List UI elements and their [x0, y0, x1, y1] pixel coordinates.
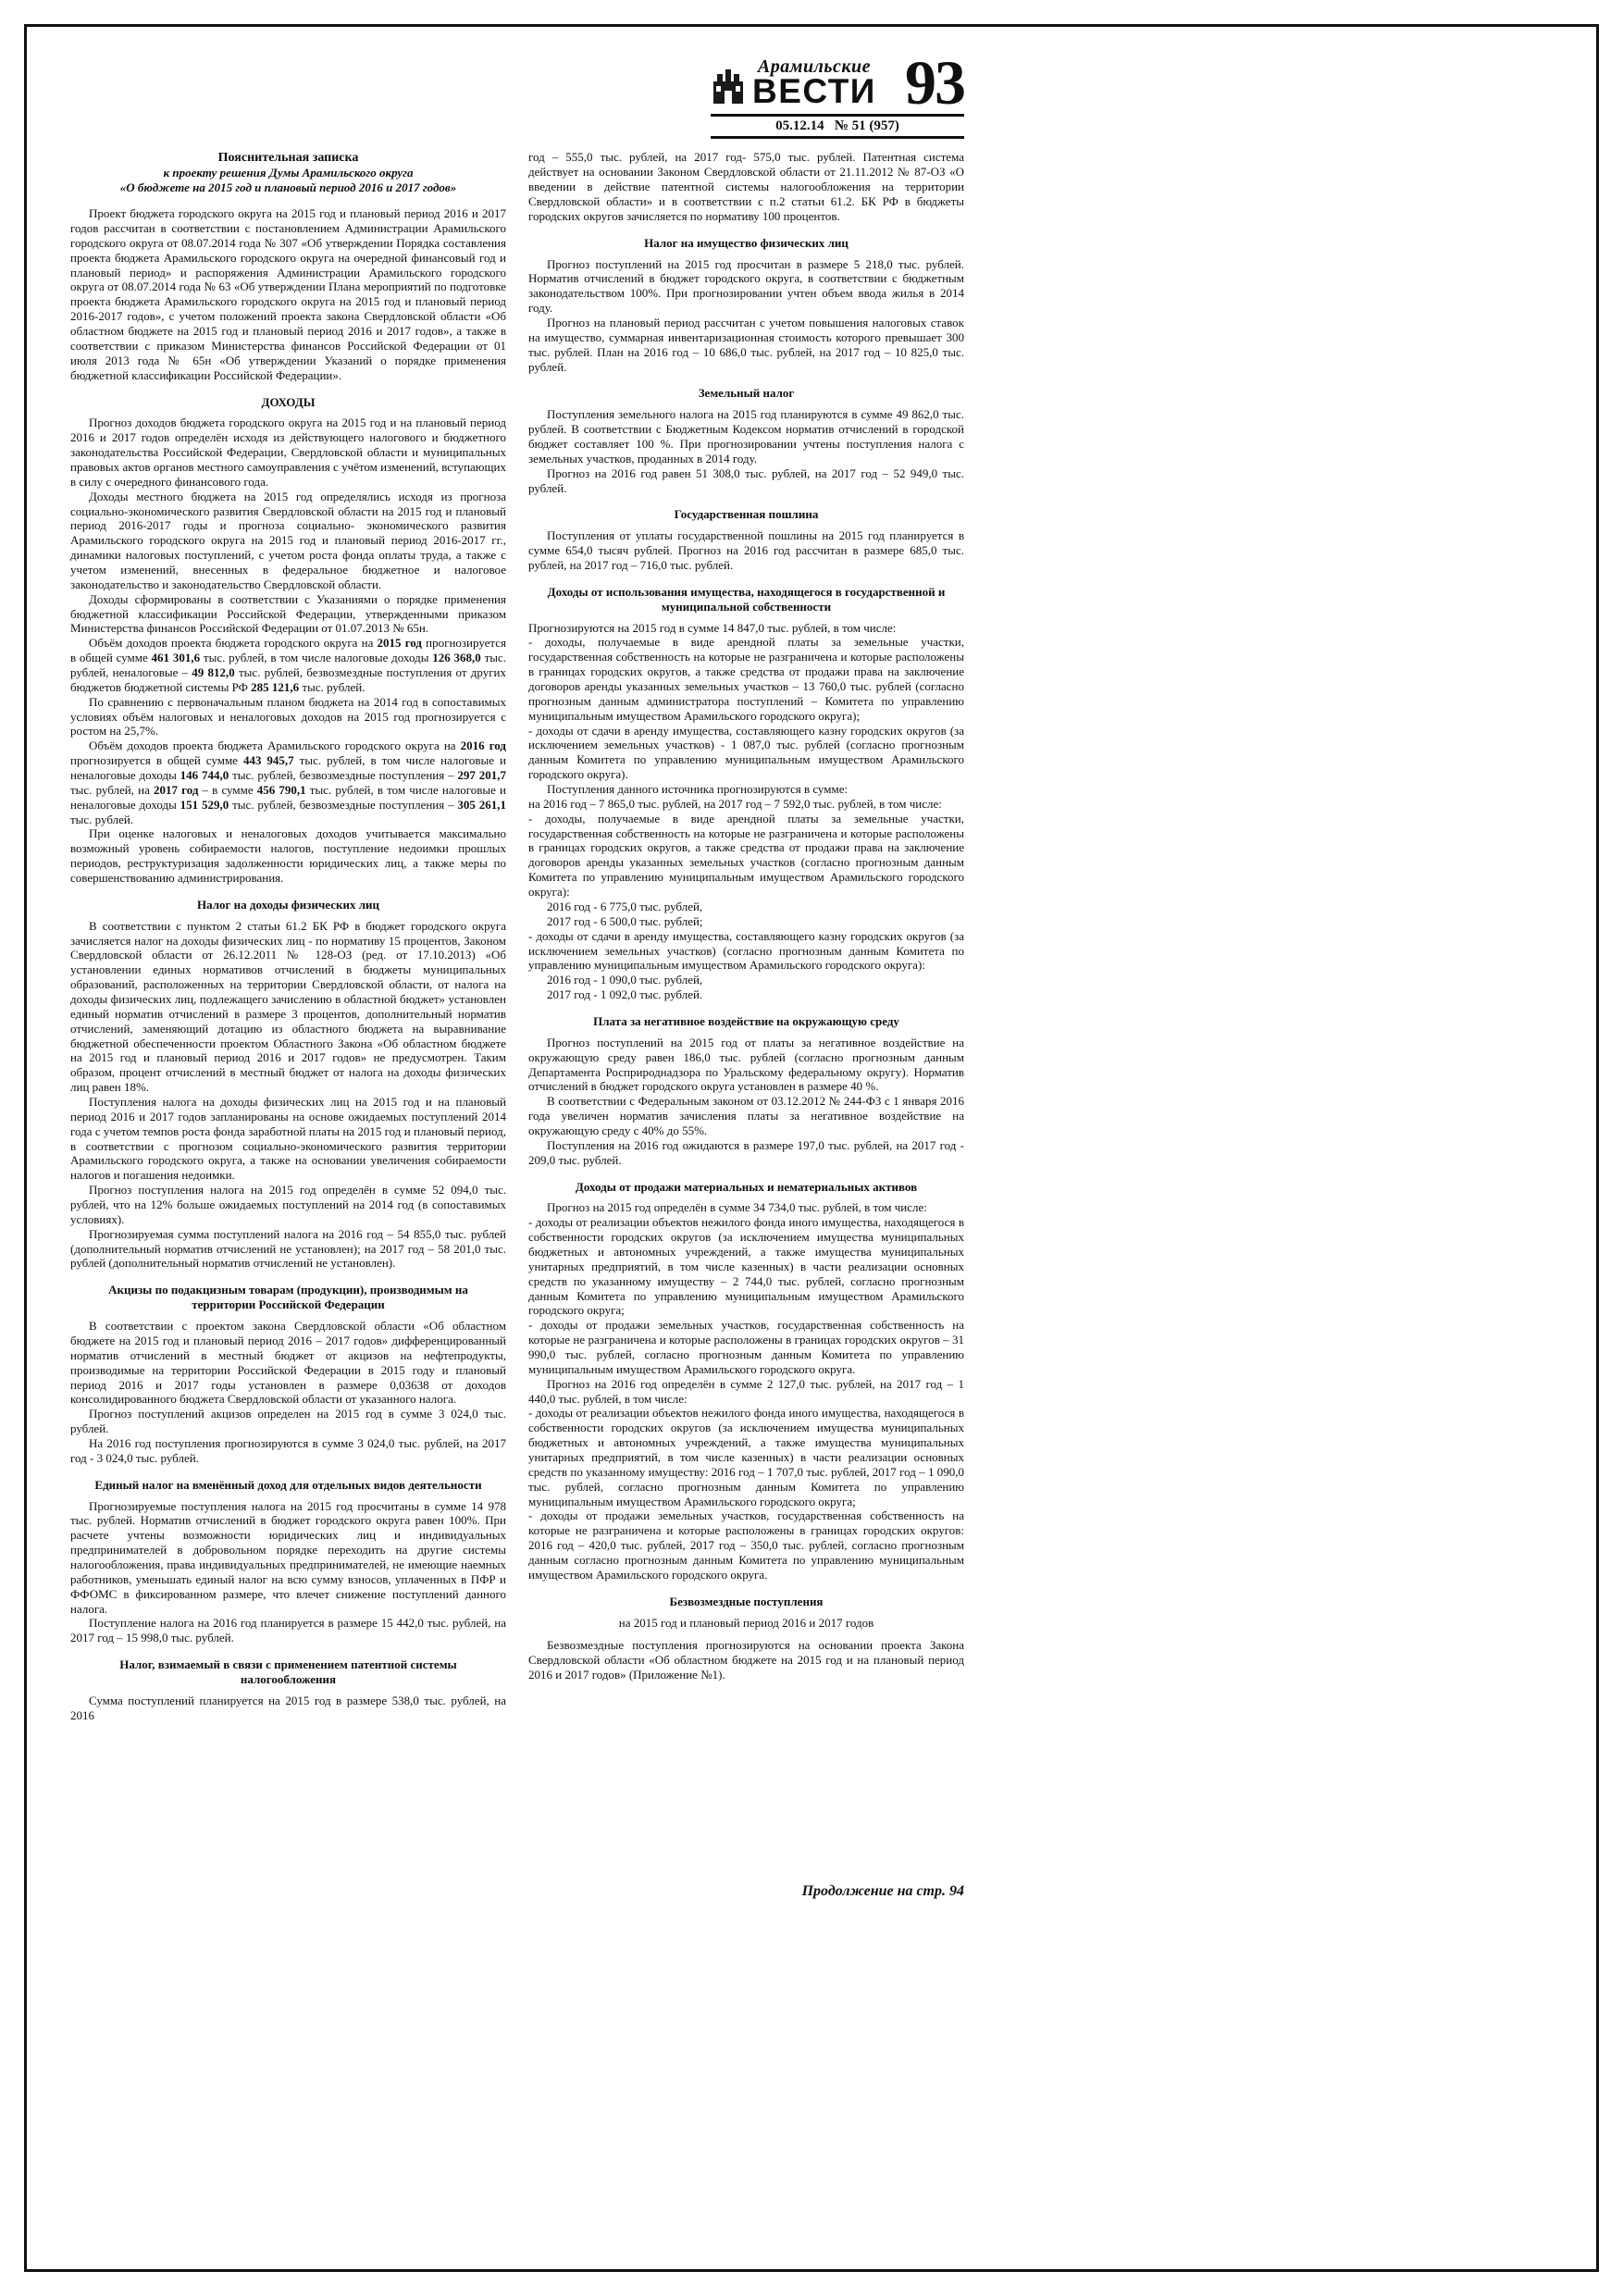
paragraph: Прогноз доходов бюджета городского округа на 2015 год и на плановый период 2016 и 2017 годов определён исходя из действующего налогового и бюджетного законодательства Российской Федерации, Свердловской области и муниципальных правовых актов органов местного самоуправления с учётом изменений, вступающих в силу с очередного финансового года. [70, 416, 506, 489]
paragraph: - доходы от сдачи в аренду имущества, составляющего казну городских округов (за исключением земельных участков) - 1 087,0 тыс. рублей (согласно прогнозным данным Комитета по управлению муниципальным имуществом Арамильского городского округа). [528, 723, 964, 782]
paragraph: год – 555,0 тыс. рублей, на 2017 год- 575,0 тыс. рублей. Патентная система действует на основании Законом Свердловской области от 21.11.2012 № 87-ОЗ «О введении в действие патентной системы налогообложения на территории Свердловской области» и в соответствии с п.2 статьи 61.2. БК РФ в бюджеты городских округов зачисляется по нормативу 100 процентов. [528, 150, 964, 223]
section-heading: Единый налог на вменённый доход для отдельных видов деятельности [94, 1477, 482, 1492]
paragraph: При оценке налоговых и неналоговых доходов учитывается максимально возможный уровень собираемости налогов, поступление недоимки прошлых периодов, реструктуризация задолженности юридических лиц, а также меры по совершенствованию администрирования. [70, 826, 506, 885]
doc-subtitle: «О бюджете на 2015 год и плановый период 2016 и 2017 годов» [119, 180, 457, 195]
section-heading: Доходы от использования имущества, находящегося в государственной и муниципальной собственности [547, 584, 946, 614]
paragraph: Объём доходов проекта бюджета Арамильского городского округа на 2016 год прогнозируется в общей сумме 443 945,7 тыс. рублей, в том числе налоговые и неналоговые доходы 146 744,0 тыс. рублей, безвозмездные поступления – 297 201,7 тыс. рублей, на 2017 год – в сумме 456 790,1 тыс. рублей, в том числе налоговые и неналоговые доходы 151 529,0 тыс. рублей, безвозмездные поступления – 305 261,1 тыс. рублей. [70, 738, 507, 826]
page-content [70, 47, 964, 1899]
brand-name-main: ВЕСТИ [752, 72, 876, 111]
paragraph: - доходы от реализации объектов нежилого фонда иного имущества, находящегося в собственности городских округов (за исключением имущества муниципальных бюджетных и автономных учреждений, а также имущества муниципальных унитарных предприятий, в том числе казенных) в части реализации основных средств по указанному имуществу: 2016 год – 1 707,0 тыс. рублей, 2017 год – 1 090,0 тыс. рублей, согласно прогнозным данным Комитета по управлению муниципальным имуществом Арамильского городского округа; [528, 1406, 964, 1508]
paragraph: 2017 год - 1 092,0 тыс. рублей. [547, 987, 703, 1002]
brand-text [752, 56, 876, 111]
paragraph: На 2016 год поступления прогнозируются в сумме 3 024,0 тыс. рублей, на 2017 год - 3 024,0 тыс. рублей. [70, 1435, 506, 1465]
paragraph: Прогноз поступлений акцизов определен на 2015 год в сумме 3 024,0 тыс. рублей. [70, 1407, 506, 1436]
paragraph: - доходы от сдачи в аренду имущества, составляющего казну городских округов (за исключением земельных участков) (согласно прогнозным данным Комитета по управлению муниципальным имуществом Арамильского городского округа): [528, 928, 964, 973]
paragraph: Прогнозируемые поступления налога на 2015 год просчитаны в сумме 14 978 тыс. рублей. Норматив отчислений в бюджет городского округа равен 100%. При расчете учтены возможности юридических лиц и индивидуальных предпринимателей в добровольном порядке переходить на другие системы налогообложения, права индивидуальных предпринимателей, не имеющие наемных работников, уменьшать единый налог на всю сумму взносов, уплаченных в ПФР и ФФОМС в фиксированном размере, что влечет снижение поступлений данного налога. [70, 1498, 506, 1616]
issue-line: 05.12.14 № 51 (957) [711, 114, 964, 139]
paragraph: Прогноз поступления налога на 2015 год определён в сумме 52 094,0 тыс. рублей, что на 12% больше ожидаемых поступлений на 2014 год (в сопоставимых условиях). [70, 1183, 506, 1226]
paragraph: Безвозмездные поступления прогнозируются на основании проекта Закона Свердловской области «Об областном бюджете на 2015 год и на плановый период 2016 и 2017 годов» (Приложение №1). [528, 1638, 964, 1682]
paragraph: Прогнозируемая сумма поступлений налога на 2016 год – 54 855,0 тыс. рублей (дополнительный норматив отчислений не установлен); на 2017 год – 58 201,0 тыс. рублей (дополнительный норматив отчислений не установлен). [70, 1226, 506, 1271]
right-column [528, 150, 964, 1722]
page-number: 93 [905, 47, 964, 118]
paragraph: По сравнению с первоначальным планом бюджета на 2014 год в сопоставимых условиях объём налоговых и неналоговых доходов на 2015 год прогнозируется с ростом на 25,7%. [70, 694, 506, 738]
newspaper-emblem-icon [711, 67, 746, 107]
paragraph: Доходы местного бюджета на 2015 год определялись исходя из прогноза социально-экономического развития Свердловской области на 2015 год и плановый период 2016-2017 годы и прогноза социально- экономического развития Арамильского городского округа на 2015 год и плановый период 2016-2017 гг., динамики налоговых поступлений, с учетом роста фонда оплаты труда, а также с учетом изменений, внесенных в федеральное бюджетное и налоговое законодательство и законодательство Свердловской области. [70, 489, 506, 591]
section-heading: Государственная пошлина [674, 507, 819, 522]
paragraph: - доходы от продажи земельных участков, государственная собственность на которые не разграничена и которые расположены в границах городских округов: 2016 год – 420,0 тыс. рублей, 2017 год – 350,0 тыс. рублей, согласно прогнозным данным согласно прогнозным данным Комитета по управлению муниципальным имуществом Арамильского городского округа. [528, 1508, 964, 1582]
section-heading: Налог, взимаемый в связи с применением патентной системы налогообложения [119, 1657, 457, 1686]
section-heading: Безвозмездные поступления [669, 1594, 824, 1608]
paragraph: Прогноз на 2016 год равен 51 308,0 тыс. рублей, на 2017 год – 52 949,0 тыс. рублей. [528, 465, 964, 495]
paragraph: Поступления данного источника прогнозируются в сумме: [547, 782, 849, 797]
paragraph: Поступления земельного налога на 2015 год планируются в сумме 49 862,0 тыс. рублей. В соответствии с Бюджетным Кодексом норматив отчислений в городской бюджет составляет 100 %. При прогнозировании учтены поступления налога с земельных участков, проданных в 2014 году. [528, 407, 964, 465]
paragraph: Поступления налога на доходы физических лиц на 2015 год и на плановый период 2016 и 2017 годов запланированы на основе ожидаемых поступлений 2014 года с учетом темпов роста фонда заработной платы на 2015 год и плановый период, в соответствии с прогнозом социально-экономического развития территории Арамильского городского округа, а также на основании увеличения собираемости налогов и погашения недоимки. [70, 1095, 506, 1183]
paragraph: Поступления на 2016 год ожидаются в размере 197,0 тыс. рублей, на 2017 год - 209,0 тыс. рублей. [528, 1137, 964, 1167]
paragraph: 2016 год - 6 775,0 тыс. рублей, [547, 899, 703, 913]
paragraph: Сумма поступлений планируется на 2015 год в размере 538,0 тыс. рублей, на 2016 [70, 1693, 506, 1722]
section-heading: Земельный налог [698, 386, 795, 401]
doc-subtitle: к проекту решения Думы Арамильского округа [163, 166, 414, 180]
paragraph: В соответствии с проектом закона Свердловской области «Об областном бюджете на 2015 год и плановый период 2016 – 2017 годов» дифференцированный норматив отчислений в местный бюджет от акцизов на нефтепродукты, производимые на территории Российской Федерации в 2015 году и плановый период 2016 и 2017 годы установлен в размере 0,03638 от доходов консолидированного бюджета Свердловской области от указанного налога. [70, 1319, 506, 1407]
paragraph: Прогноз на плановый период рассчитан с учетом повышения налоговых ставок на имущество, суммарная инвентаризационная стоимость которого превышает 300 тыс. рублей. План на 2016 год – 10 686,0 тыс. рублей, на 2017 год – 10 825,0 тыс. рублей. [528, 315, 964, 374]
section-heading: Доходы от продажи материальных и нематериальных активов [575, 1179, 918, 1194]
masthead-brand-row [711, 47, 964, 118]
paragraph: Поступления от уплаты государственной пошлины на 2015 год планируется в сумме 654,0 тысяч рублей. Прогноз на 2016 год рассчитан в размере 685,0 тыс. рублей, на 2017 год – 716,0 тыс. рублей. [528, 528, 964, 573]
section-heading: Плата за негативное воздействие на окружающую среду [593, 1013, 899, 1028]
paragraph: Прогноз на 2015 год определён в сумме 34 734,0 тыс. рублей, в том числе: [547, 1200, 927, 1215]
paragraph: Объём доходов проекта бюджета городского округа на 2015 год прогнозируется в общей сумме 461 301,6 тыс. рублей, в том числе налоговые доходы 126 368,0 тыс. рублей, неналоговые – 49 812,0 тыс. рублей, безвозмездные поступления от других бюджетов бюджетной системы РФ 285 121,6 тыс. рублей. [70, 636, 507, 694]
paragraph: В соответствии с пунктом 2 статьи 61.2 БК РФ в бюджет городского округа зачисляется налог на доходы физических лиц - по нормативу 15 процентов, Законом Свердловской области от 26.12.2011 № 128-ОЗ (ред. от 17.10.2013) «Об установлении единых нормативов отчислений в бюджеты муниципальных образований, расположенных на территории Свердловской области, от налога на доходы физических лиц, подлежащего зачислению в областной бюджет» установлен единый норматив отчислений в размере 3 процентов, дополнительный норматив отчислений, заменяющий дотацию из областного бюджета на выравнивание бюджетной обеспеченности проектом Областного Закона «Об областном бюджете на 2015 год и плановый период 2016 и 2017 годов» не предусмотрен. Таким образом, процент отчислений в местный бюджет от налога на доходы физических лиц равен 18%. [70, 918, 506, 1095]
article-columns [70, 150, 964, 1722]
section-heading: Акцизы по подакцизным товарам (продукции), производимым на территории Российской Федерации [108, 1283, 468, 1312]
paragraph: Прогноз на 2016 год определён в сумме 2 127,0 тыс. рублей, на 2017 год – 1 440,0 тыс. рублей, в том числе: [528, 1376, 964, 1406]
masthead [711, 47, 964, 139]
section-heading: Налог на доходы физических лиц [196, 897, 379, 912]
paragraph: Проект бюджета городского округа на 2015 год и плановый период 2016 и 2017 годов рассчитан в соответствии с постановлением Администрации Арамильского городского округа от 08.07.2014 года № 307 «Об утверждении Порядка составления проекта бюджета Арамильского городского округа на очередной финансовый год и плановый период» и распоряжения Администрации Арамильского городского округа от 08.07.2014 года № 63 «Об утверждении Плана мероприятий по подготовке проекта бюджета Арамильского городского округа на 2015 год и плановый период 2016-2017 годов», с учетом положений проекта закона Свердловской области «Об областном бюджете на 2015 год и плановый период 2016 и 2017 годов», а также в соответствии с приказом Министерства финансов Российской Федерации от 01 июля 2013 года № 65н «Об утверждении Указаний о порядке применения бюджетной классификации Российской Федерации». [70, 206, 506, 382]
continuation-note: Продолжение на стр. 94 [801, 1883, 964, 1899]
paragraph: 2017 год - 6 500,0 тыс. рублей; [547, 913, 703, 928]
section-heading: ДОХОДЫ [261, 394, 316, 409]
left-column [70, 150, 506, 1722]
paragraph: Поступление налога на 2016 год планируется в размере 15 442,0 тыс. рублей, на 2017 год – 15 998,0 тыс. рублей. [70, 1616, 506, 1645]
paragraph: - доходы, получаемые в виде арендной платы за земельные участки, государственная собственность на которые не разграничена и которые расположены в границах городских округов, а также средства от продажи права на заключение договоров аренды указанных земельных участков (согласно прогнозным данным Комитета по управлению муниципальным имуществом Арамильского городского округа): [528, 811, 964, 900]
paragraph: Прогноз поступлений на 2015 год от платы за негативное воздействие на окружающую среду равен 186,0 тыс. рублей (согласно прогнозным данным Департамента Росприроднадзора по Уральскому федеральному округу). Норматив отчислений в бюджет городского округа установлен в размере 40 %. [528, 1035, 964, 1094]
paragraph: Прогноз поступлений на 2015 год просчитан в размере 5 218,0 тыс. рублей. Норматив отчислений в бюджет городского округа, в соответствии с бюджетным законодательством 100%. При прогнозировании учтен объем ввода жилья в 2014 году. [528, 256, 964, 316]
section-subheading: на 2015 год и плановый период 2016 и 2017 годов [618, 1615, 874, 1630]
paragraph: - доходы от продажи земельных участков, государственная собственность на которые не разграничена и которые расположены в границах городских округов – 31 990,0 тыс. рублей, согласно прогнозным данным Комитета по управлению муниципальным имуществом Арамильского городского округа. [528, 1318, 964, 1376]
paragraph: Доходы сформированы в соответствии с Указаниями о порядке применения бюджетной классификации Российской Федерации, утвержденными приказом Министерства финансов Российской Федерации от 01.07.2013 № 65н. [70, 591, 506, 636]
newspaper-brand [711, 56, 876, 111]
paragraph: 2016 год - 1 090,0 тыс. рублей, [547, 973, 703, 987]
paragraph: В соответствии с Федеральным законом от 03.12.2012 № 244-ФЗ с 1 января 2016 года увеличен норматив зачисления платы за негативное воздействие на окружающую среду с 40% до 55%. [528, 1094, 964, 1137]
section-heading: Налог на имущество физических лиц [644, 235, 849, 250]
brand-name-top: Арамильские [757, 56, 871, 78]
paragraph: - доходы от реализации объектов нежилого фонда иного имущества, находящегося в собственности городских округов (за исключением имущества муниципальных бюджетных и автономных учреждений, а также имущества муниципальных унитарных предприятий, в том числе казенных) в части реализации основных средств по указанному имуществу – 2 744,0 тыс. рублей, согласно прогнозным данным Комитета по управлению муниципальным имуществом Арамильского городского округа; [528, 1215, 964, 1318]
doc-title: Пояснительная записка [217, 151, 359, 166]
paragraph: Прогнозируются на 2015 год в сумме 14 847,0 тыс. рублей, в том числе: [528, 620, 897, 635]
paragraph: на 2016 год – 7 865,0 тыс. рублей, на 2017 год – 7 592,0 тыс. рублей, в том числе: [528, 796, 942, 811]
paragraph: - доходы, получаемые в виде арендной платы за земельные участки, государственная собственность на которые не разграничена и которые расположены в границах городских округов, а также средства от продажи права на заключение договоров аренды указанных земельных участков – 13 760,0 тыс. рублей (согласно прогнозным данным администратора поступлений – Комитета по управлению муниципальным имуществом Арамильского городского округа); [528, 635, 964, 723]
